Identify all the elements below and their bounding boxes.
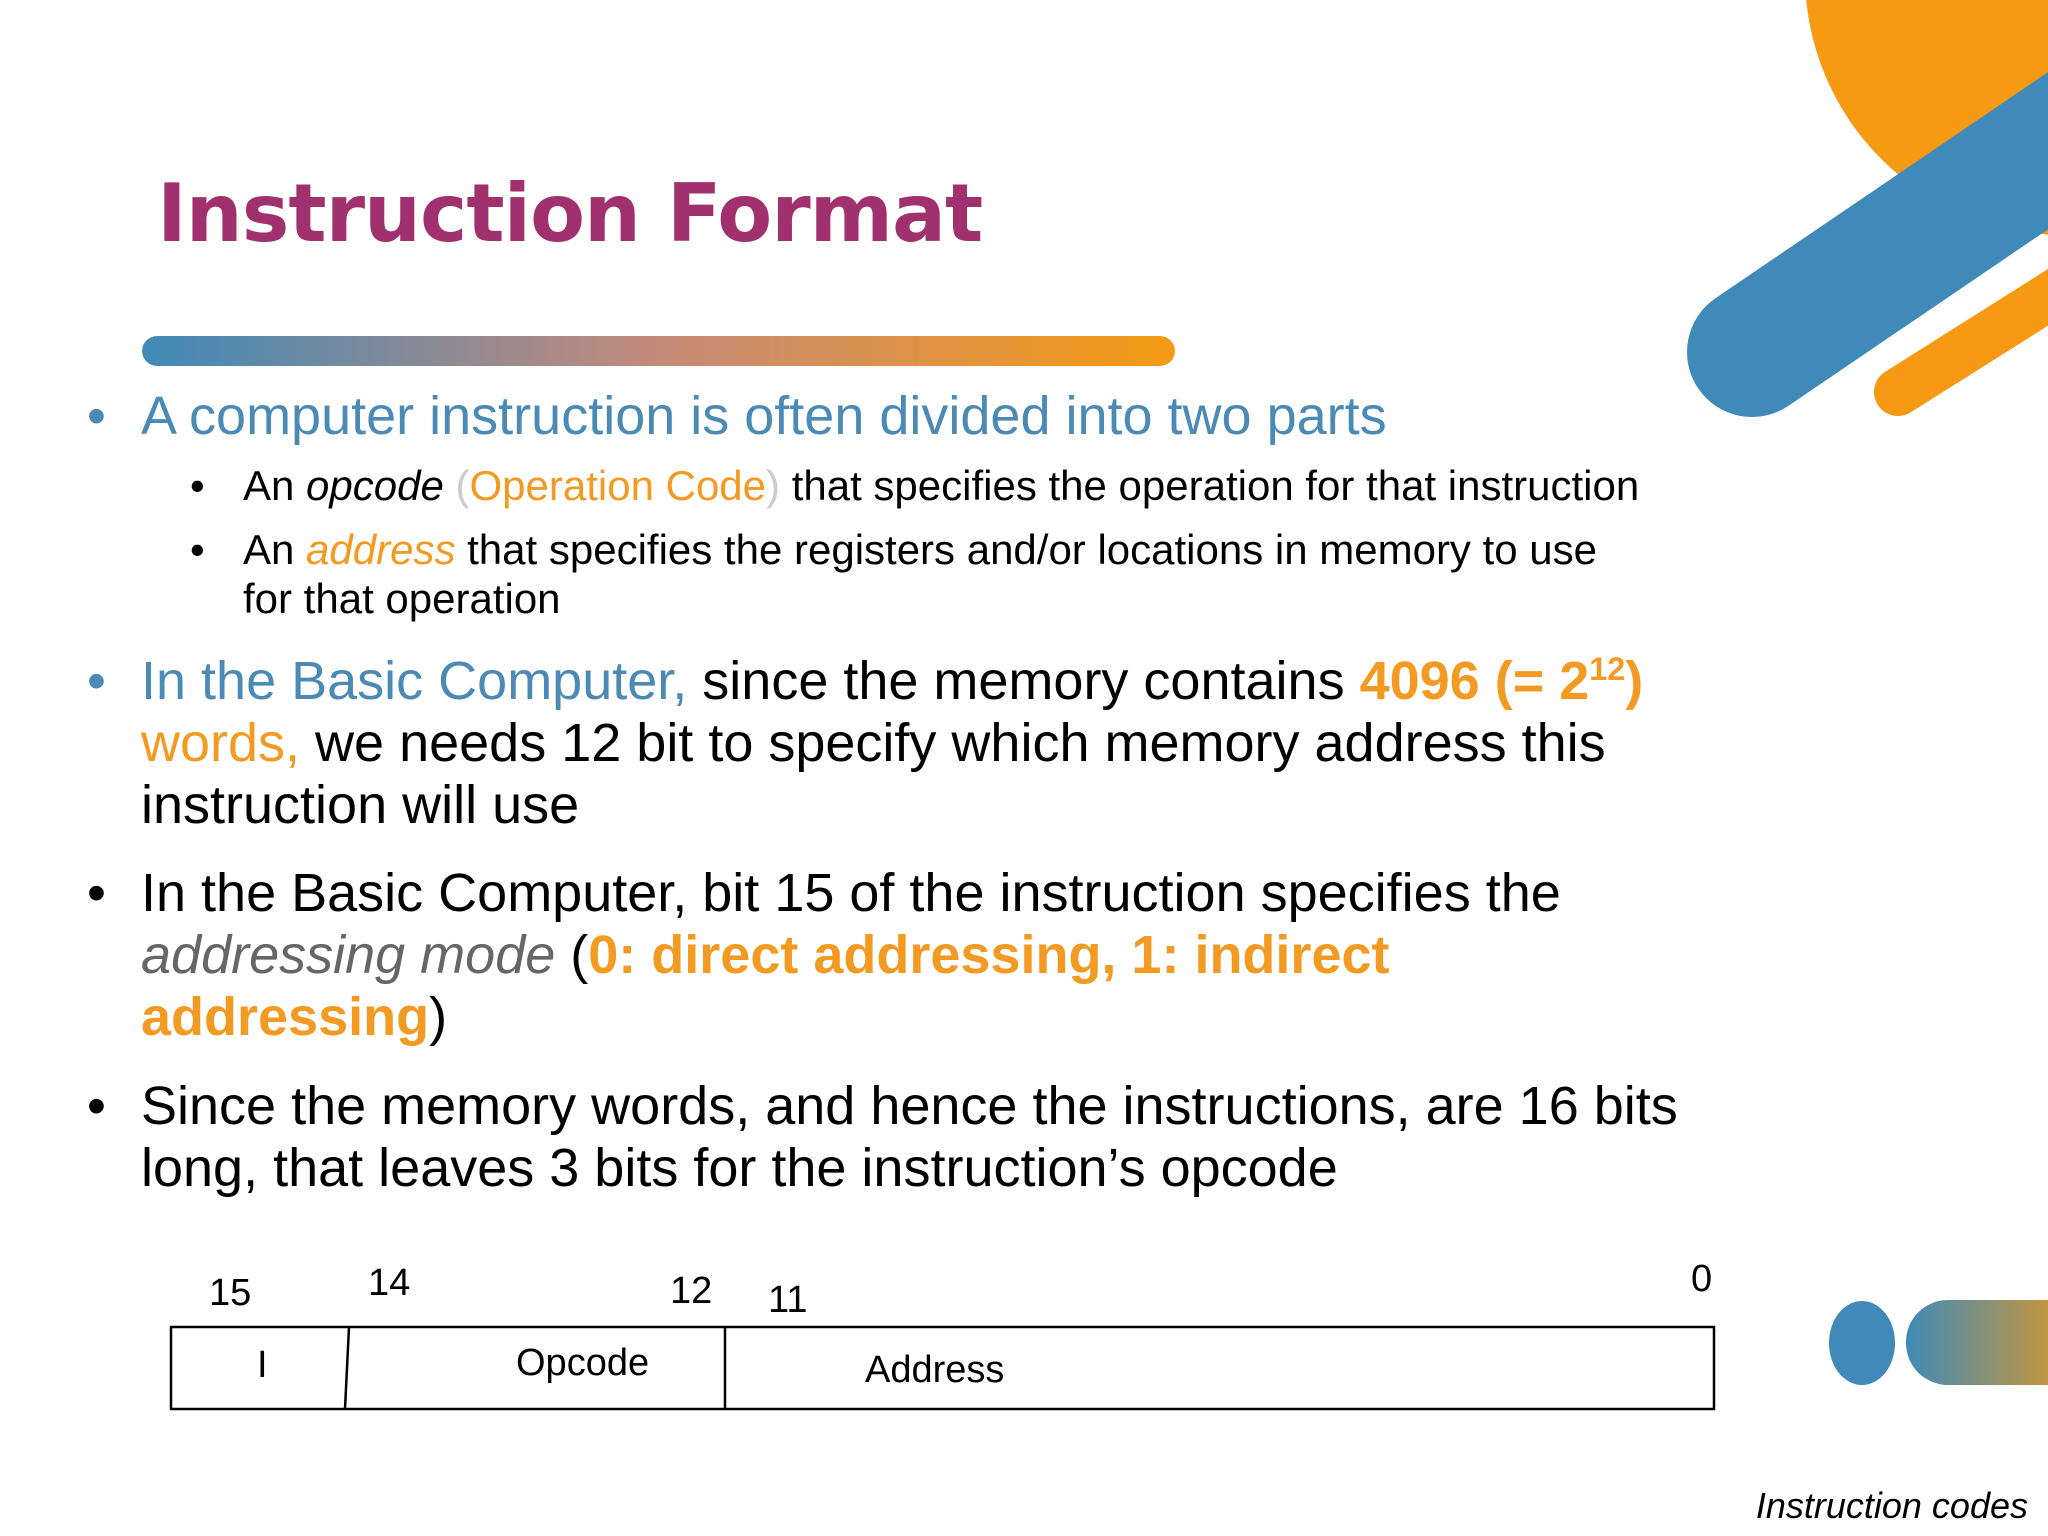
exponent: 12 <box>1589 651 1626 687</box>
blue-oval-shape <box>1829 1301 1895 1385</box>
bullet-icon: • <box>87 386 106 446</box>
field-opcode: Opcode <box>516 1342 650 1384</box>
bullet-2-mid: since the memory contains <box>687 651 1360 711</box>
page-title: Instruction Format <box>157 167 983 260</box>
bullet-4-text: Since the memory words, and hence the instructions, are 16 bits <box>141 1076 1678 1136</box>
paren-open: ( <box>555 925 589 985</box>
footer-section-title: Instruction codes <box>1755 1485 2028 1526</box>
bullet-2-line-2-text <box>141 712 1606 774</box>
field-address: Address <box>865 1349 1005 1391</box>
addressing-mode-term: addressing mode <box>141 925 556 985</box>
basic-computer-lead: In the Basic Computer, <box>141 651 688 711</box>
bullet-3-line-3-text <box>141 986 447 1048</box>
opcode-term: opcode <box>306 462 444 509</box>
bit-label-15: 15 <box>209 1272 252 1314</box>
bullet-2-rest: we needs 12 bit to specify which memory address this <box>300 713 1606 773</box>
paren-open: ( <box>443 462 470 509</box>
sub-bullet-1-text <box>243 461 1639 510</box>
sub-2-post: that specifies the registers and/or locations in memory to use <box>455 526 1598 573</box>
sub-bullet-2-text <box>243 525 1597 574</box>
bullet-1-text: A computer instruction is often divided into two parts <box>141 386 1387 446</box>
bullet-icon: • <box>190 526 205 573</box>
sub-1-post: that specifies the operation for that instruction <box>780 462 1640 509</box>
bit-label-12: 12 <box>670 1270 713 1312</box>
memory-size-value <box>1360 651 1644 711</box>
bit-label-11: 11 <box>768 1279 808 1321</box>
address-term: address <box>306 526 456 573</box>
sub-1-pre: An <box>243 462 307 509</box>
paren-close: ) <box>429 987 448 1047</box>
bullet-icon: • <box>190 462 205 509</box>
bullet-2-text <box>141 650 1643 712</box>
addressing-modes-cont: addressing <box>141 987 430 1047</box>
bullet-4-line-2-text: long, that leaves 3 bits for the instruction’s opcode <box>141 1138 1338 1198</box>
bullet-icon: • <box>87 863 106 923</box>
paren-close: ) <box>766 462 781 509</box>
bit-label-14: 14 <box>368 1262 411 1304</box>
operation-code-term: Operation Code <box>469 462 767 509</box>
sub-2-pre: An <box>243 526 307 573</box>
memory-size-close: ) <box>1625 651 1644 711</box>
bullet-2-line-3-text: instruction will use <box>141 775 580 835</box>
addressing-modes-list: 0: direct addressing, 1: indirect <box>588 925 1390 985</box>
words-term: words, <box>141 713 301 773</box>
memory-size-number: 4096 (= 2 <box>1359 651 1590 711</box>
bullet-icon: • <box>87 651 106 711</box>
field-i: I <box>257 1344 268 1386</box>
bullet-3-line-2-text <box>141 924 1390 986</box>
bit-label-0: 0 <box>1691 1258 1713 1300</box>
bullet-3-text: In the Basic Computer, bit 15 of the instruction specifies the <box>141 863 1561 923</box>
gradient-pill-shape <box>1906 1300 2048 1385</box>
sub-bullet-2-continuation: for that operation <box>243 575 561 622</box>
bullet-icon: • <box>87 1076 106 1136</box>
title-underline-bar <box>142 336 1175 366</box>
